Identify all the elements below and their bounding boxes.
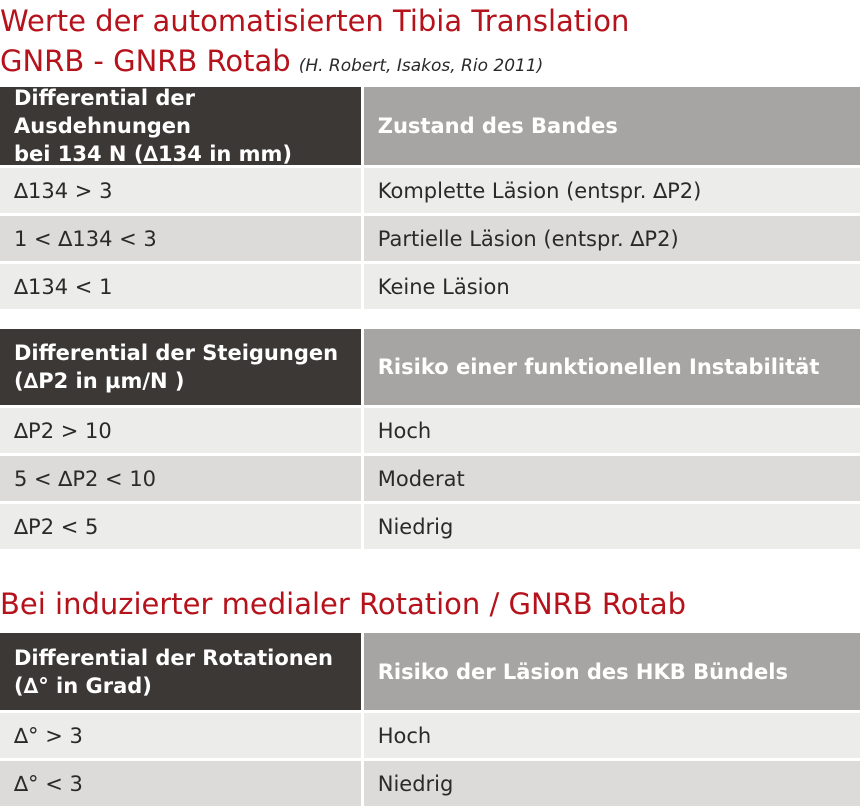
table-pcl-risk — [0, 633, 860, 806]
header-line: (∆P2 in µm/N ) — [14, 369, 185, 393]
section-subtitle-gnrb — [0, 44, 543, 83]
cell-state: Partielle Läsion (entspr. ∆P2) — [364, 216, 860, 261]
table-row — [0, 408, 860, 453]
section-title-translation — [0, 4, 629, 38]
header-line: (∆° in Grad) — [14, 673, 152, 698]
section-title-rotation — [0, 587, 686, 621]
header-cell-state: Zustand des Bandes — [364, 87, 860, 165]
cell-state: Keine Läsion — [364, 264, 860, 309]
header-line: Differential der Steigungen — [14, 341, 339, 365]
cell-value: ∆134 > 3 — [0, 168, 361, 213]
cell-risk: Hoch — [364, 713, 860, 758]
header-line: Differential der Ausdehnungen — [14, 86, 195, 138]
title-line-2: GNRB - GNRB Rotab — [0, 44, 291, 78]
cell-risk: Moderat — [364, 456, 860, 501]
header-line: bei 134 N (∆134 in mm) — [14, 142, 293, 166]
cell-value: ∆134 < 1 — [0, 264, 361, 309]
title-line: Bei induzierter medialer Rotation / GNRB Rotab — [0, 587, 687, 621]
table-ligament-state — [0, 87, 860, 309]
table-header — [0, 633, 860, 710]
header-cell-risk: Risiko der Läsion des HKB Bündels — [364, 633, 860, 710]
cell-risk: Hoch — [364, 408, 860, 453]
cell-state: Komplette Läsion (entspr. ∆P2) — [364, 168, 860, 213]
cell-value: ∆° > 3 — [0, 713, 361, 758]
header-cell-risk: Risiko einer funktionellen Instabilität — [364, 329, 860, 405]
table-row — [0, 504, 860, 549]
table-row — [0, 216, 860, 261]
cell-risk: Niedrig — [364, 504, 860, 549]
table-row — [0, 761, 860, 806]
cell-value: ∆P2 < 5 — [0, 504, 361, 549]
cell-value: 5 < ∆P2 < 10 — [0, 456, 361, 501]
table-row — [0, 456, 860, 501]
table-header — [0, 329, 860, 405]
table-row — [0, 264, 860, 309]
table-instability-risk — [0, 329, 860, 549]
table-header — [0, 87, 860, 165]
header-cell-differential — [0, 329, 361, 405]
table-row — [0, 168, 860, 213]
header-cell-differential — [0, 633, 361, 710]
cell-risk: Niedrig — [364, 761, 860, 806]
citation: (H. Robert, Isakos, Rio 2011) — [298, 56, 544, 76]
cell-value: ∆P2 > 10 — [0, 408, 361, 453]
header-line: Differential der Rotationen — [14, 645, 333, 670]
cell-value: ∆° < 3 — [0, 761, 361, 806]
header-cell-differential — [0, 87, 361, 165]
cell-value: 1 < ∆134 < 3 — [0, 216, 361, 261]
table-row — [0, 713, 860, 758]
title-line-1: Werte der automatisierten Tibia Translation — [0, 4, 630, 38]
